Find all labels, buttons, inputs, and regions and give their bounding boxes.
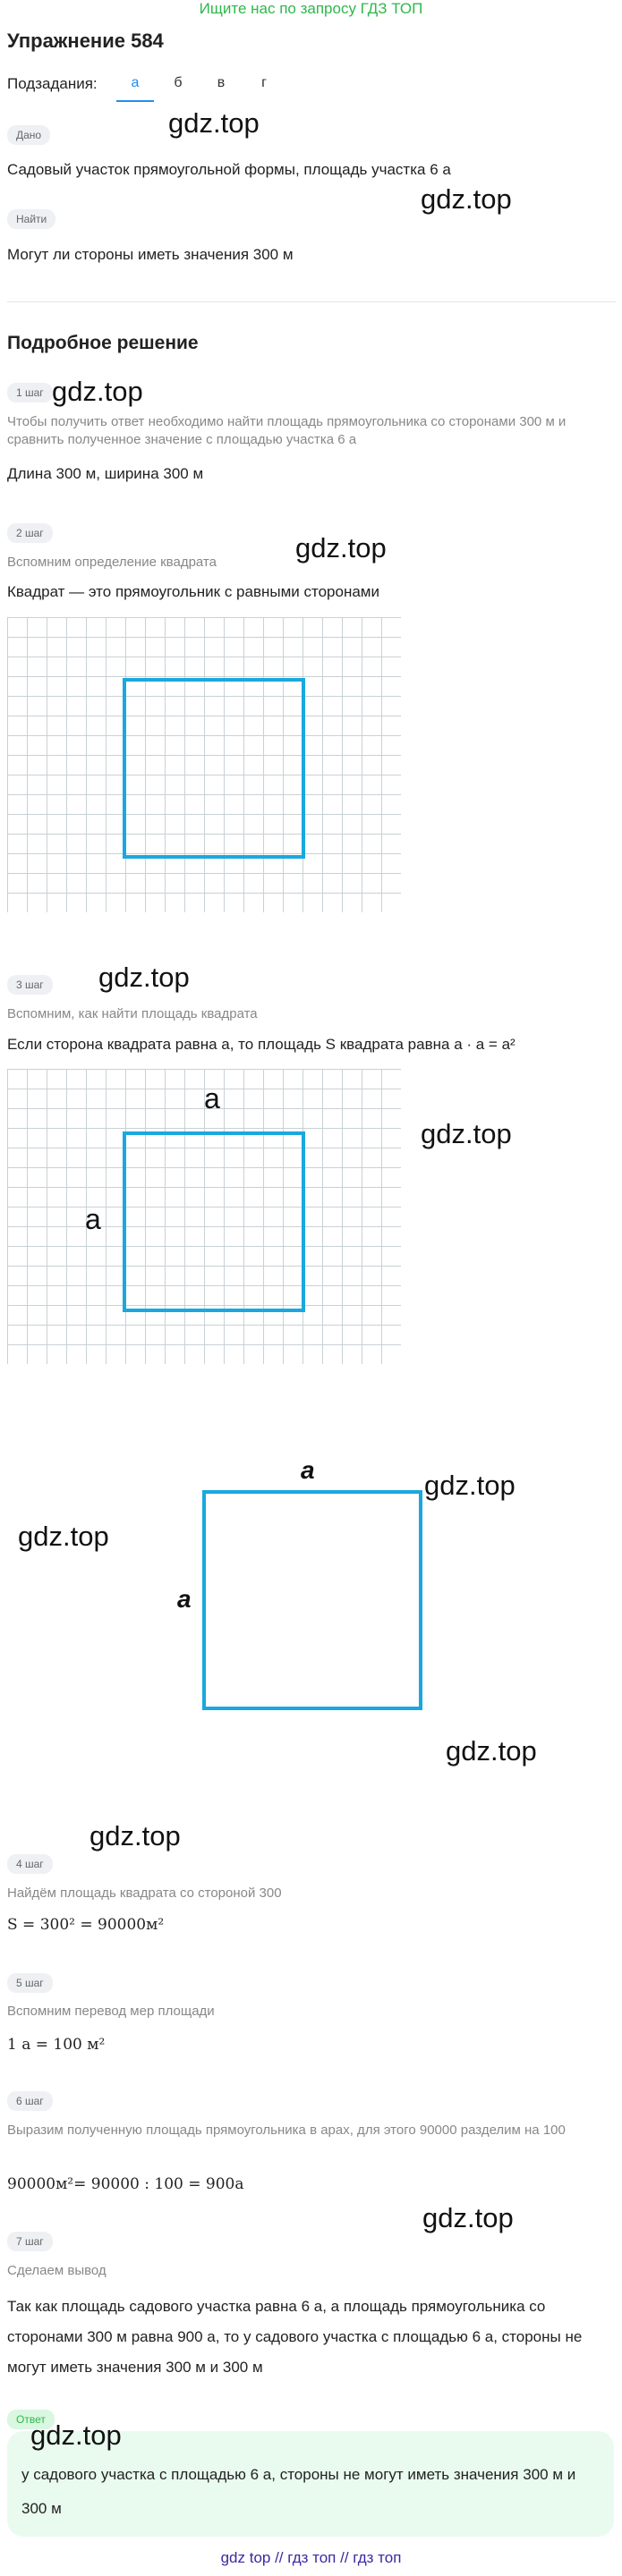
watermark: gdz.top — [421, 1118, 512, 1149]
step-text: Длина 300 м, ширина 300 м — [7, 465, 204, 482]
step-text: 90000м²= 90000 : 100 = 900а — [7, 2175, 244, 2193]
step-note: Вспомним перевод мер площади — [7, 2004, 215, 2019]
answer-chip: Ответ — [7, 2410, 55, 2429]
watermark: gdz.top — [98, 962, 190, 993]
step-text: Если сторона квадрата равна a, то площадь S квадрата равна a · a = a² — [7, 1036, 515, 1053]
subtasks-label: Подзадания: — [7, 75, 98, 92]
solution-title: Подробное решение — [7, 333, 199, 353]
tab-a[interactable]: а — [131, 75, 140, 90]
find-text: Могут ли стороны иметь значения 300 м — [7, 246, 294, 263]
given-text: Садовый участок прямоугольной формы, площадь участка 6 а — [7, 161, 451, 178]
watermark: gdz.top — [295, 532, 387, 564]
watermark: gdz.top — [52, 376, 143, 407]
square-figure — [123, 1131, 305, 1312]
promo-banner[interactable]: Ищите нас по запросу ГДЗ ТОП — [199, 0, 423, 17]
step-chip: 6 шаг — [7, 2091, 53, 2111]
watermark: gdz.top — [168, 107, 260, 139]
step-note: Чтобы получить ответ необходимо найти площадь прямоугольника со сторонами 300 м и сравнить полученное значение с площадью участка 6 а — [7, 414, 567, 447]
watermark: gdz.top — [89, 1820, 181, 1852]
step-chip: 4 шаг — [7, 1854, 53, 1874]
divider — [7, 301, 616, 302]
watermark: gdz.top — [18, 1521, 109, 1552]
step-note: Вспомним определение квадрата — [7, 555, 217, 570]
step-note: Вспомним, как найти площадь квадрата — [7, 1006, 258, 1021]
watermark: gdz.top — [424, 1470, 515, 1501]
step-text: S = 300² = 90000м² — [7, 1916, 165, 1934]
step-chip: 2 шаг — [7, 523, 53, 543]
step-text: Так как площадь садового участка равна 6 а, а площадь прямоугольника со сторонами 300 м равна 900 а, то у садового участка с площадью 6 а, стороны не могут иметь значения 300 м и 300 м — [7, 2298, 583, 2376]
tab-v[interactable]: в — [217, 75, 226, 90]
side-label-top: a — [204, 1082, 220, 1114]
tab-b[interactable]: б — [174, 75, 183, 90]
step-note: Сделаем вывод — [7, 2263, 107, 2278]
find-chip: Найти — [7, 209, 55, 229]
watermark: gdz.top — [421, 183, 512, 215]
active-tab-indicator — [116, 100, 154, 102]
tab-g[interactable]: г — [261, 75, 267, 90]
step-chip: 5 шаг — [7, 1973, 53, 1993]
step-text: Квадрат — это прямоугольник с равными сторонами — [7, 583, 379, 600]
side-label-left: a — [177, 1585, 192, 1613]
step-chip: 1 шаг — [7, 383, 53, 402]
step-note: Найдём площадь квадрата со стороной 300 — [7, 1885, 282, 1901]
given-chip: Дано — [7, 125, 50, 145]
step-chip: 3 шаг — [7, 975, 53, 995]
step-chip: 7 шаг — [7, 2232, 53, 2251]
step-text: 1 а = 100 м² — [7, 2036, 106, 2054]
watermark: gdz.top — [446, 1735, 537, 1767]
square-figure — [123, 678, 305, 859]
side-label-left: a — [85, 1203, 101, 1235]
square-figure-large — [202, 1490, 422, 1710]
answer-text: у садового участка с площадью 6 а, стороны не могут иметь значения 300 м и 300 м — [21, 2466, 576, 2517]
step-note: Выразим полученную площадь прямоугольника в арах, для этого 90000 разделим на 100 — [7, 2123, 566, 2138]
watermark: gdz.top — [30, 2419, 122, 2451]
side-label-top: a — [301, 1456, 315, 1484]
watermark: gdz.top — [422, 2202, 514, 2233]
footer-links[interactable]: gdz top // гдз топ // гдз топ — [220, 2549, 402, 2566]
page-title: Упражнение 584 — [7, 30, 164, 52]
